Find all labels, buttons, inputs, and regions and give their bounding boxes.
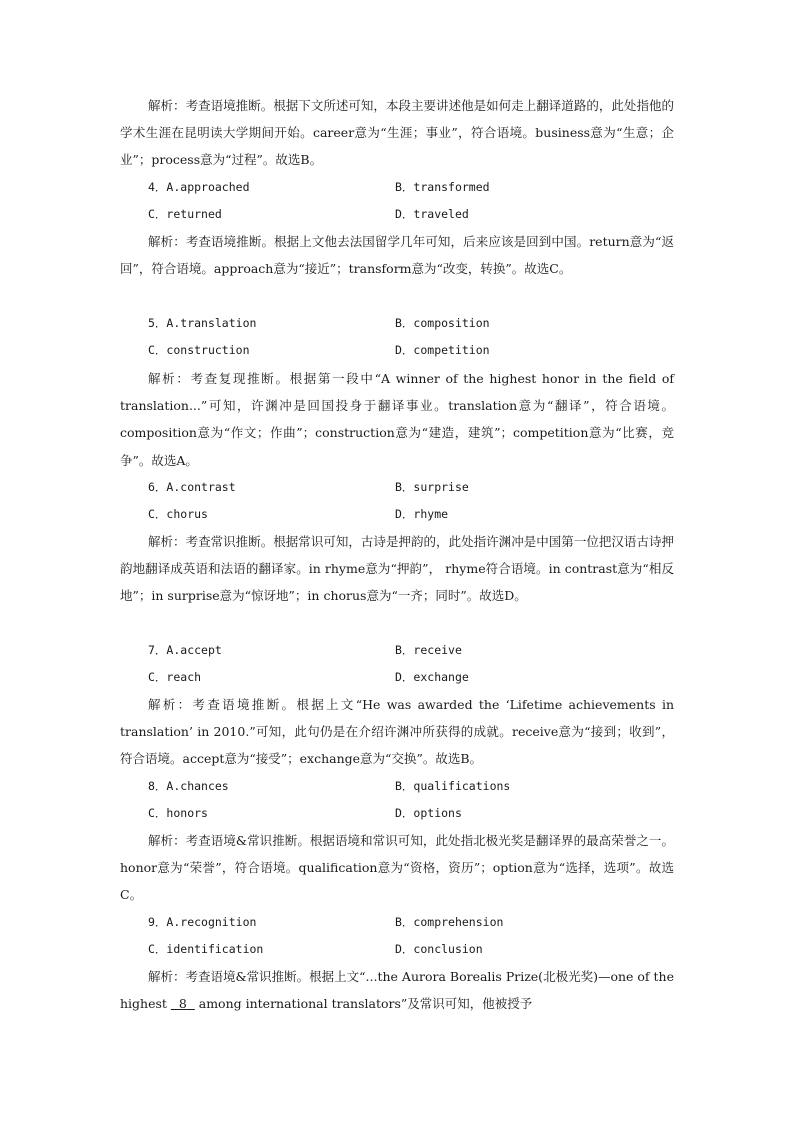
option-q4-a: 4．A.approached bbox=[148, 180, 250, 194]
options-q6-row2 bbox=[148, 501, 674, 528]
options-q5-row2 bbox=[148, 337, 674, 364]
option-q9-a: 9．A.recognition bbox=[148, 915, 257, 929]
option-q4-d: D．traveled bbox=[395, 207, 469, 221]
explanation-q6: 解析：考查常识推断。根据常识可知，古诗是押韵的，此处指许渊冲是中国第一位把汉语古诗押韵地翻译成英语和法语的翻译家。in rhyme意为“押韵”， rhyme符合语境。in contrast意为“相反地”；in surprise意为“惊讶地”；in chorus意为“一齐；同时”。故选D。 bbox=[120, 534, 674, 604]
option-q6-b: B．surprise bbox=[395, 480, 469, 494]
option-q8-d: D．options bbox=[395, 806, 462, 820]
option-q6-a: 6．A.contrast bbox=[148, 480, 236, 494]
option-q6-d: D．rhyme bbox=[395, 507, 449, 521]
option-q5-b: B．composition bbox=[395, 316, 490, 330]
option-q5-c: C．construction bbox=[148, 343, 250, 357]
explanation-q9 bbox=[120, 963, 674, 1017]
options-q4-row2 bbox=[148, 201, 674, 228]
blank-8 bbox=[171, 996, 195, 1011]
options-q8-row2 bbox=[148, 800, 674, 827]
option-q7-a: 7．A.accept bbox=[148, 643, 222, 657]
explanation-q5: 解析：考查复现推断。根据第一段中“A winner of the highest honor in the field of translation...”可知，许渊冲是回国投身于翻译事业。translation意为“翻译”，符合语境。composition意为“作文；作曲”；construction意为“建造，建筑”；competition意为“比赛，竞争”。故选A。 bbox=[120, 371, 674, 468]
option-q8-b: B．qualifications bbox=[395, 779, 511, 793]
options-q5-row1 bbox=[148, 310, 674, 337]
options-q8-row1 bbox=[148, 773, 674, 800]
option-q7-b: B．receive bbox=[395, 643, 462, 657]
blank-8-number: 8 bbox=[178, 996, 187, 1012]
explanation-q3: 解析：考查语境推断。根据下文所述可知，本段主要讲述他是如何走上翻译道路的，此处指他的学术生涯在昆明读大学期间开始。career意为“生涯；事业”，符合语境。business意为“生意；企业”；process意为“过程”。故选B。 bbox=[120, 98, 674, 168]
option-q9-b: B．comprehension bbox=[395, 915, 504, 929]
option-q4-c: C．returned bbox=[148, 207, 222, 221]
option-q5-a: 5．A.translation bbox=[148, 316, 257, 330]
option-q6-c: C．chorus bbox=[148, 507, 208, 521]
explanation-q7: 解析：考查语境推断。根据上文“He was awarded the ‘Lifetime achievements in translation’ in 2010.”可知，此句仍是在介绍许渊冲所获得的成就。receive意为“接到；收到”，符合语境。accept意为“接受”；exchange意为“交换”。故选B。 bbox=[120, 697, 674, 767]
options-q4-row1 bbox=[148, 174, 674, 201]
option-q9-c: C．identification bbox=[148, 942, 264, 956]
options-q7-row2 bbox=[148, 664, 674, 691]
options-q7-row1 bbox=[148, 637, 674, 664]
option-q7-d: D．exchange bbox=[395, 670, 469, 684]
option-q7-c: C．reach bbox=[148, 670, 202, 684]
explanation-q9-start: 解析：考查语境&常识推断。根据上文“...the Aurora Borealis Prize(北极光奖)—one of the highest bbox=[120, 969, 674, 1012]
options-q9-row1 bbox=[148, 909, 674, 936]
explanation-q9-end: among international translators”及常识可知，他被授予 bbox=[194, 996, 533, 1012]
options-q9-row2 bbox=[148, 936, 674, 963]
options-q6-row1 bbox=[148, 474, 674, 501]
option-q4-b: B．transformed bbox=[395, 180, 490, 194]
explanation-q4: 解析：考查语境推断。根据上文他去法国留学几年可知，后来应该是回到中国。return意为“返回”，符合语境。approach意为“接近”；transform意为“改变，转换”。故选C。 bbox=[120, 234, 674, 277]
option-q8-a: 8．A.chances bbox=[148, 779, 229, 793]
option-q9-d: D．conclusion bbox=[395, 942, 483, 956]
option-q8-c: C．honors bbox=[148, 806, 208, 820]
explanation-q8: 解析：考查语境&常识推断。根据语境和常识可知，此处指北极光奖是翻译界的最高荣誉之一。honor意为“荣誉”，符合语境。qualification意为“资格，资历”；option意为“选择，选项”。故选C。 bbox=[120, 833, 674, 903]
option-q5-d: D．competition bbox=[395, 343, 490, 357]
